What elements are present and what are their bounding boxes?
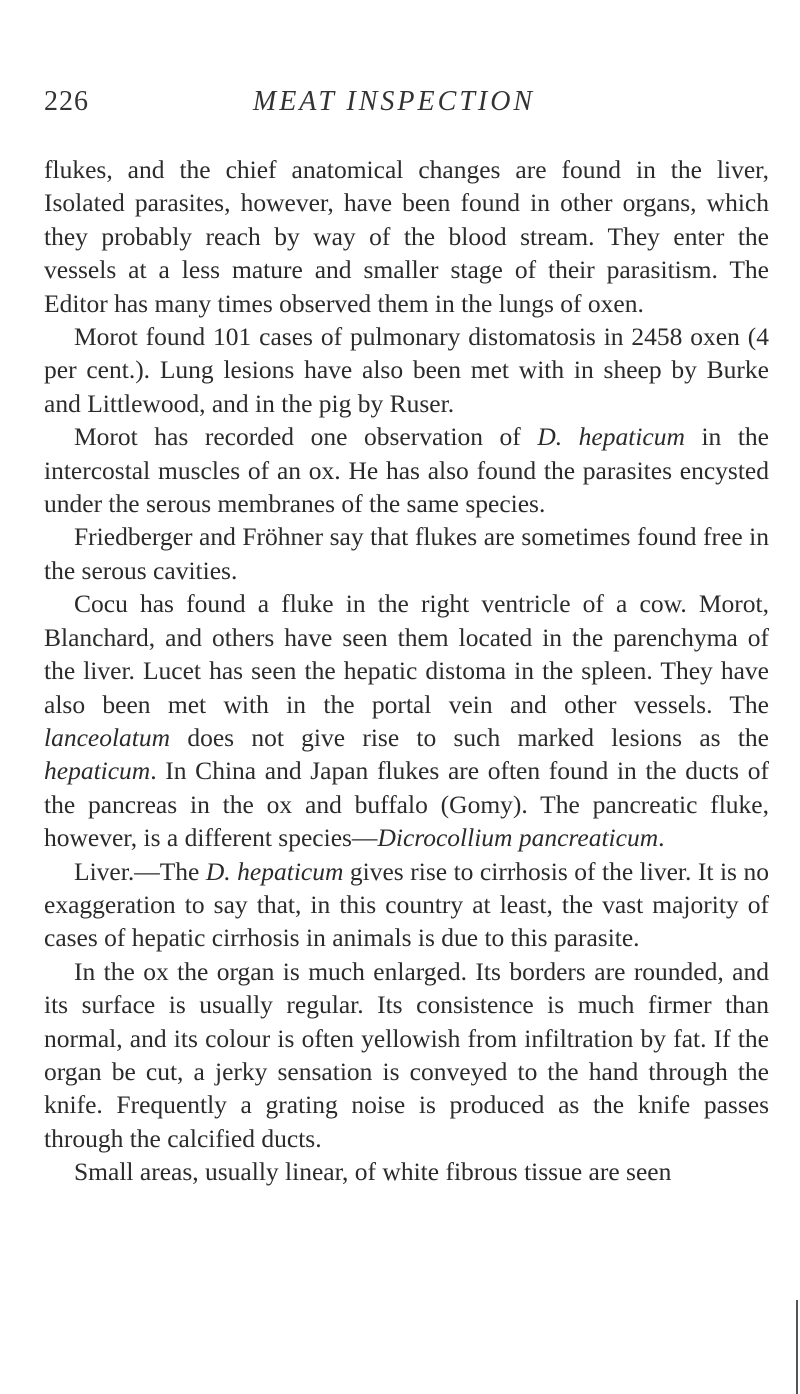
italic-term: Dicrocollium pancreaticum	[377, 823, 659, 853]
paragraph	[44, 1155, 769, 1188]
text-run: In the ox the organ is much enlarged. Its borders are rounded, and its surface is usually regular. Its consistence is much firmer than normal, and its colour is often yellowish from infiltration by fat. If the organ be cut, a jerky sensation is conveyed to the hand through the knife. Frequently a grating noise is produced as the knife passes through the calcified ducts.	[44, 956, 769, 1153]
text-run: Small areas, usually linear, of white fibrous tissue are seen	[74, 1157, 672, 1187]
page-number: 226	[44, 86, 89, 117]
text-run: does not give rise to such marked lesions as the	[170, 722, 769, 752]
paragraph	[44, 153, 769, 320]
text-run: Liver.—The	[74, 856, 206, 886]
text-run: in the intercostal muscles of an ox. He has also found the parasites encysted under the serous membranes of the same species.	[44, 422, 769, 519]
paragraph	[44, 855, 769, 955]
italic-term: hepaticum	[44, 756, 151, 786]
paragraph	[44, 955, 769, 1155]
paragraph	[44, 420, 769, 520]
text-run: Morot has recorded one observation of	[74, 422, 538, 452]
running-title: MEAT INSPECTION	[252, 86, 536, 117]
page-header	[44, 86, 744, 126]
italic-term: D. hepaticum	[205, 856, 344, 886]
italic-term: lanceolatum	[44, 722, 171, 752]
body-text	[44, 153, 769, 1189]
text-run: Morot found 101 cases of pulmonary distomatosis in 2458 oxen (4 per cent.). Lung lesions have also been met with in sheep by Burke and Littlewood, and in the pig by Ruser.	[44, 322, 769, 418]
scan-edge-mark	[796, 1300, 798, 1394]
paragraph	[44, 520, 769, 587]
italic-term: D. hepaticum	[537, 422, 685, 452]
paragraph	[44, 587, 769, 854]
text-run: .	[658, 823, 665, 853]
paragraph	[44, 320, 769, 420]
text-run: gives rise to cirrhosis of the liver. It is no exaggeration to say that, in this country at least, the vast majority of cases of hepatic cirrhosis in animals is due to this parasite.	[44, 856, 769, 953]
text-run: Cocu has found a fluke in the right ventricle of a cow. Morot, Blanchard, and others have seen them located in the parenchyma of the liver. Lucet has seen the hepatic distoma in the spleen. They have also been met with in the portal vein and other vessels. The	[44, 589, 769, 719]
text-run: flukes, and the chief anatomical changes are found in the liver, Isolated parasites, however, have been found in other organs, which they probably reach by way of the blood stream. They enter the vessels at a less mature and smaller stage of their parasitism. The Editor has many times observed them in the lungs of oxen.	[44, 155, 769, 318]
text-run: . In China and Japan flukes are often found in the ducts of the pancreas in the ox and buffalo (Gomy). The pancreatic fluke, however, is a different species—	[44, 756, 769, 853]
text-run: Friedberger and Fröhner say that flukes are sometimes found free in the serous cavities.	[44, 522, 769, 585]
